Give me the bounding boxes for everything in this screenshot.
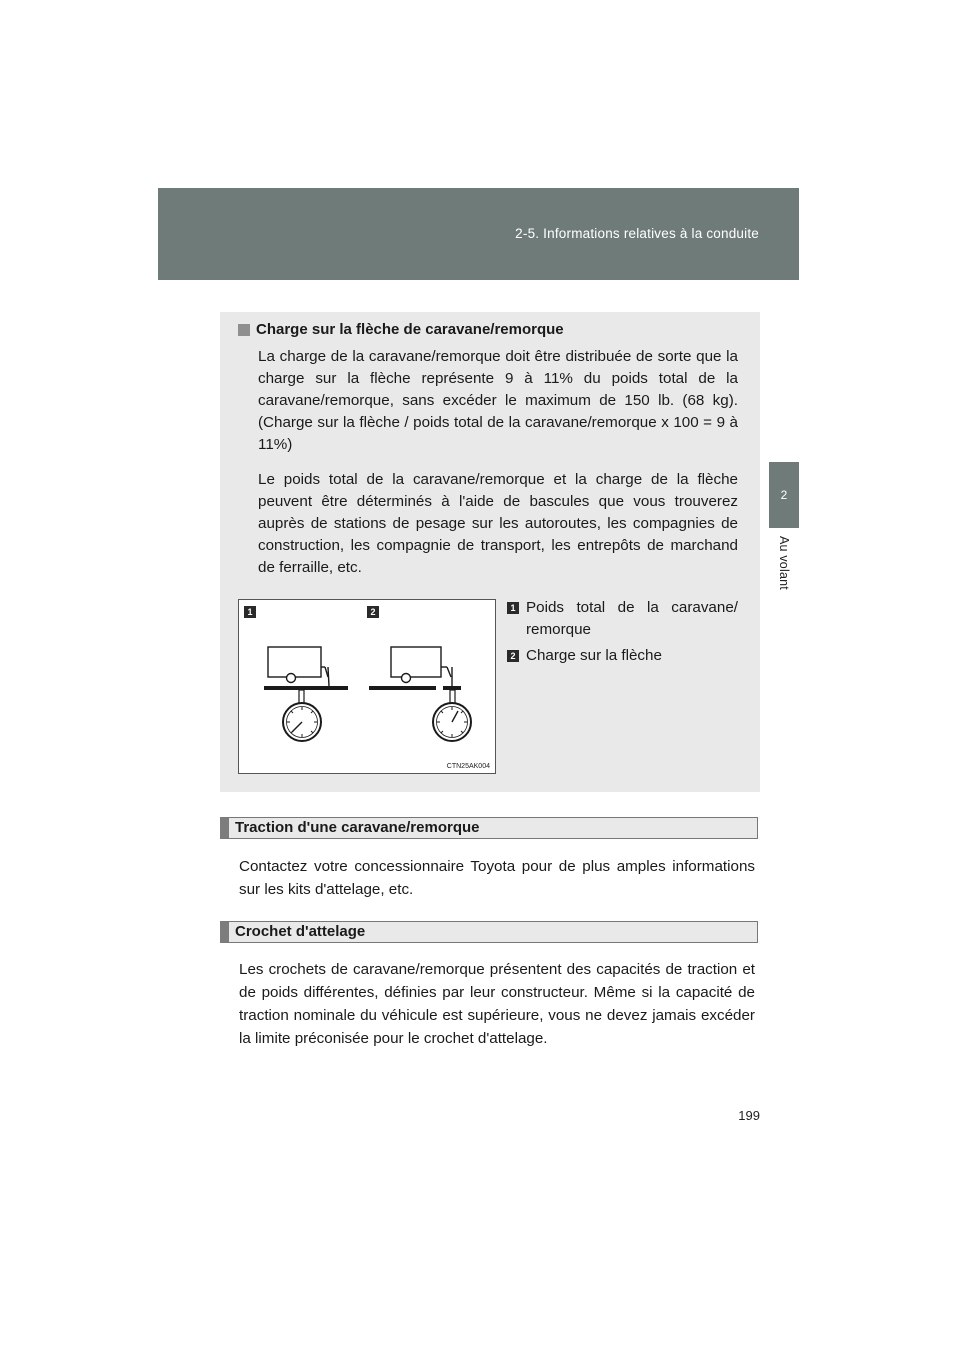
legend-marker-2: 2 <box>507 650 519 662</box>
section-heading-hitch: Crochet d'attelage <box>220 921 758 943</box>
scale-gauge-left-icon <box>283 703 321 741</box>
note-box <box>220 312 760 792</box>
section-text-towing: Contactez votre concessionnaire Toyota pour de plus amples informations sur les kits d'attelage, etc. <box>239 858 755 898</box>
square-bullet-icon <box>238 324 250 336</box>
figure-marker-1: 1 <box>244 606 256 618</box>
ground-line-right <box>369 686 436 690</box>
page-number: 199 <box>738 1108 760 1123</box>
note-heading <box>238 321 564 338</box>
figure-legend <box>506 597 738 671</box>
section-heading-towing: Traction d'une caravane/remorque <box>220 817 758 839</box>
trailer-weight-figure <box>238 599 496 774</box>
chapter-label: Au volant <box>777 536 791 590</box>
header-band <box>158 188 799 280</box>
figure-marker-2: 2 <box>367 606 379 618</box>
legend-item <box>506 597 738 641</box>
figure-code: CTN25AK004 <box>446 763 490 770</box>
legend-marker-1: 1 <box>507 602 519 614</box>
legend-text-1: Poids total de la caravane/ remorque <box>526 599 738 638</box>
legend-text-2: Charge sur la flèche <box>526 647 662 664</box>
note-paragraph-1: La charge de la caravane/remorque doit être distribuée de sorte que la charge sur la flèche représente 9 à 11% du poids total de la caravane/remorque, sans excéder le maximum de 150 lb. (68 kg). (Charge sur la flèche / poids total de la caravane/remorque x 100 = 9 à 11%) <box>258 348 738 453</box>
scale-platform-left <box>264 686 348 690</box>
note-paragraph-2: Le poids total de la caravane/remorque et la charge de la flèche peuvent être déterminés à l'aide de bascules que vous trouverez auprès de stations de pesage sur les autoroutes, les compagnies de construction, les compagnie de transport, les entrepôts de marchand de ferraille, etc. <box>258 471 738 576</box>
scale-gauge-right-icon <box>433 703 471 741</box>
section-title: 2-5. Informations relatives à la conduite <box>515 226 759 241</box>
trailer-right-icon <box>391 647 452 686</box>
chapter-tab: 2 <box>769 462 799 528</box>
legend-item <box>506 645 738 667</box>
note-heading-text: Charge sur la flèche de caravane/remorque <box>256 321 564 338</box>
section-text-hitch: Les crochets de caravane/remorque présentent des capacités de traction et de poids différentes, définies par leur constructeur. Même si la capacité de traction nominale du véhicule est supérieure, vous ne devez jamais excéder la limite préconisée pour le crochet d'attelage. <box>239 961 755 1047</box>
trailer-scales-illustration <box>239 600 495 773</box>
trailer-left-icon <box>268 647 329 686</box>
